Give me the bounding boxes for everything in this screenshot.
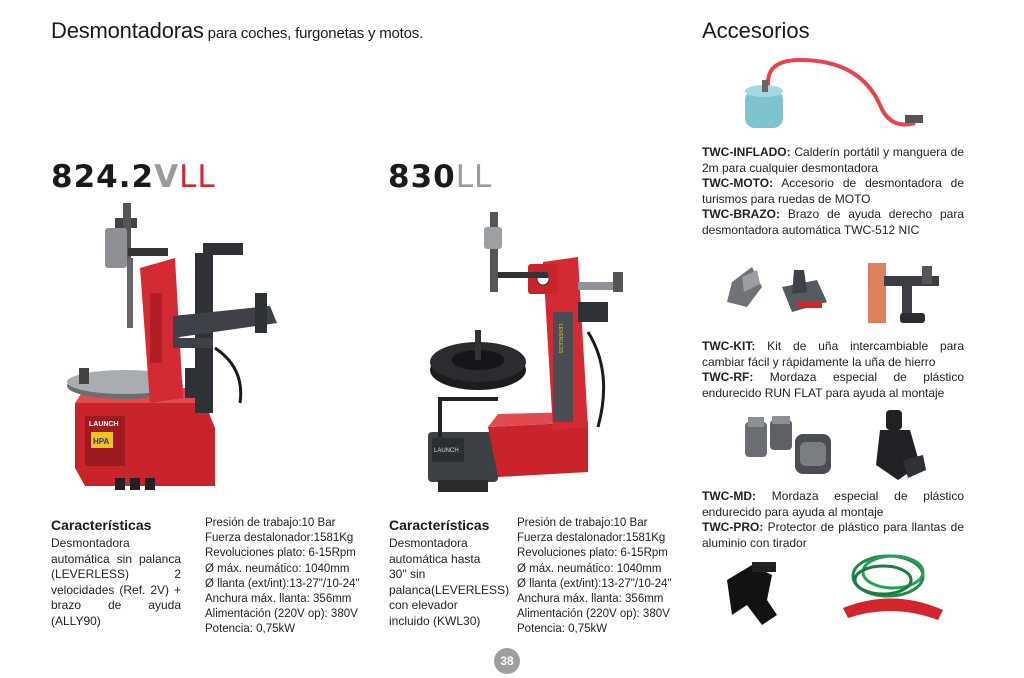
spec-item: Presión de trabajo:10 Bar [517,517,648,529]
accessory-item [702,339,964,370]
spec-item: Ø máx. neumático: 1040mm [205,562,350,575]
accessory-desc: Kit de uña intercambiable para cambiar fácil y rápidamente la uña de hierro [702,339,964,369]
spec-item: Fuerza destalonador:1581Kg [205,532,354,545]
accessory-item [702,370,964,401]
features-title-824: Características [51,517,152,533]
protector-hose-image [838,548,948,633]
features-desc-824: Desmontadora automática sin palanca (LEVERLESS) 2 velocidades (Ref. 2V) + brazo de ayuda (ALLY90) [51,536,181,628]
spec-item: Revoluciones plato: 6-15Rpm [205,547,356,560]
accessory-code: TWC-KIT: [702,339,756,353]
spec-item: Alimentación (220V op): 380V [205,608,358,621]
accessory-code: TWC-RF: [702,370,754,384]
run-flat-clamp-image [740,412,840,482]
specs-list-824 [205,516,360,638]
page-number: 38 [494,648,520,674]
rim-protector-image [722,560,802,630]
page-title-main: Desmontadoras [51,18,204,43]
spec-item: Ø máx. neumático: 1040mm [517,562,662,575]
spec-item: Anchura máx. llanta: 356mm [205,593,352,606]
accessory-desc: Accesorio de desmontadora de turismos para ruedas de MOTO [702,176,964,206]
accessory-desc: Protector de plástico para llantas de aluminio con tirador [702,520,964,550]
accessory-desc: Brazo de ayuda derecho para desmontadora automática TWC-512 NIC [702,207,964,237]
accessory-code: TWC-PRO: [702,520,764,534]
accessory-code: TWC-INFLADO: [702,145,791,159]
accessory-item [702,207,964,238]
accessory-desc: Mordaza especial de plástico endurecido para ayuda al montaje [702,489,964,519]
accessory-group-1 [702,145,964,238]
mounting-clamp-image [868,410,928,482]
spec-item: Potencia: 0,75kW [517,623,608,636]
features-desc-830: Desmontadora automática hasta 30" sin palanca(LEVERLESS) con elevador incluido (KWL30) [389,536,510,628]
assist-arm-image [862,258,944,328]
model-830-suffix: LL [455,159,493,195]
spec-item: Ø llanta (ext/int):13-27"/10-24" [205,577,360,590]
launch-label-1: LAUNCH [89,421,119,428]
accessory-desc: Calderín portátil y manguera de 2m para cualquier desmontadora [702,145,964,175]
model-title-824 [51,159,216,195]
accessory-code: TWC-MD: [702,489,756,503]
model-824-v: V [154,159,180,195]
page-title-sub: para coches, furgonetas y motos. [203,25,424,42]
spec-item: Potencia: 0,75kW [205,623,296,636]
features-title-830: Características [389,517,490,533]
tyre-changer-830-image [428,202,638,502]
accessory-group-2 [702,339,964,401]
spec-item: Fuerza destalonador:1581Kg [517,532,666,545]
spec-item: Anchura máx. llanta: 356mm [517,593,664,606]
accessory-desc: Mordaza especial de plástico endurecido RUN FLAT para ayuda al montaje [702,370,964,400]
accessory-group-3 [702,489,964,551]
spec-item: Alimentación (220V op): 380V [517,608,670,621]
accessory-code: TWC-BRAZO: [702,207,780,221]
accessory-item [702,520,964,551]
spec-item: Ø llanta (ext/int):13-27"/10-24" [517,577,672,590]
tool-kit-image [722,262,832,318]
accessories-title: Accesorios [702,18,810,43]
leverless-label: LEVERLESS [557,324,563,354]
launch-label-2: LAUNCH [434,448,459,454]
model-824-number: 824.2 [51,159,155,195]
model-830-number: 830 [388,159,456,195]
inflation-tank-image [740,55,930,140]
model-824-suffix: LL [179,159,216,195]
tyre-changer-824-image [55,198,295,498]
accessory-item [702,489,964,520]
accessory-item [702,176,964,207]
spec-item: Revoluciones plato: 6-15Rpm [517,547,668,560]
page-title [51,18,423,44]
accessory-code: TWC-MOTO: [702,176,774,190]
accessory-item [702,145,964,176]
model-title-830 [388,159,492,195]
spec-item: Presión de trabajo:10 Bar [205,517,336,529]
specs-list-830 [517,516,672,638]
hpa-label: HPA [93,437,110,446]
